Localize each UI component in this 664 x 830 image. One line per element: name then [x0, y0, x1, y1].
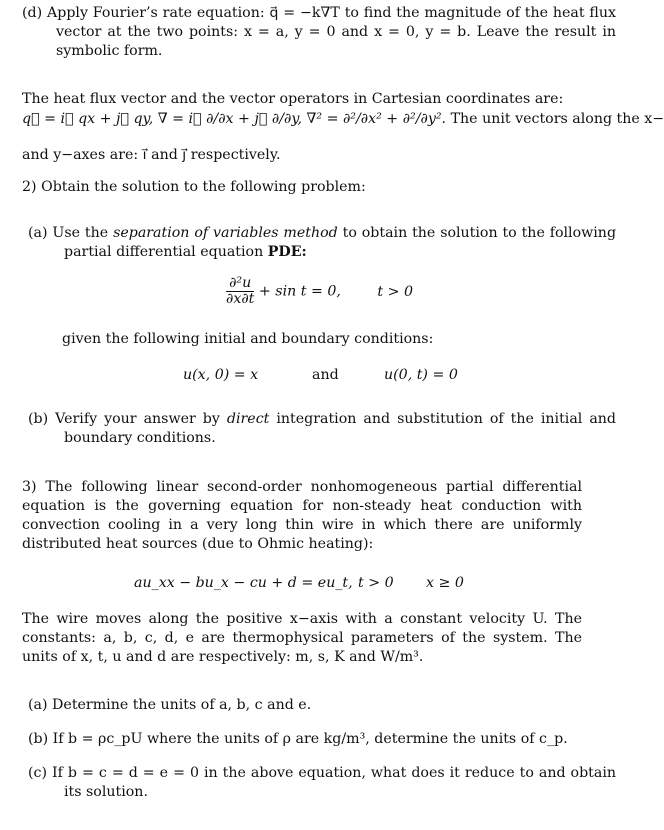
intro-line-2 — [22, 110, 664, 136]
question-3a-text: Determine the units of a, b, c and e. — [52, 697, 312, 713]
question-2a-pde: PDE: — [267, 244, 307, 260]
pde-numerator: ∂²u — [226, 276, 254, 292]
question-1d — [22, 4, 616, 61]
pde-denominator: ∂x∂t — [226, 291, 255, 307]
question-2a — [28, 224, 616, 262]
question-2a-post: to obtain the solution to the following partial differential equation — [64, 225, 617, 260]
question-3-paragraph: The wire moves along the positive x−axis with a constant velocity U. The constants: a, b, c, d, e are thermophysical parameters of the system. The units of x, t, u and d are respectively: m, s, K and W/m³. — [22, 611, 582, 665]
intro-line-3: and y−axes are: i⃗ and j⃗ respectively. — [22, 147, 281, 163]
question-2b — [28, 410, 616, 448]
question-2b-pre: Verify your answer by — [55, 411, 220, 427]
intro-line-1: The heat flux vector and the vector operators in Cartesian coordinates are: — [22, 91, 564, 107]
given-conditions-text: given the following initial and boundary conditions: — [62, 331, 434, 347]
question-3b-text: If b = ρc_pU where the units of ρ are kg/m³, determine the units of c_p. — [52, 731, 568, 747]
question-3c-text: If b = c = d = e = 0 in the above equation, what does it reduce to and obtain its solution. — [52, 765, 617, 800]
pde-rest: + sin t = 0, — [258, 283, 341, 300]
heat-equation-cond-x: x ≥ 0 — [426, 575, 464, 591]
intro-operators: q⃗ = i⃗ qx + j⃗ qy, ∇ = i⃗ ∂/∂x + j⃗ ∂/∂y, ∇² = ∂²/∂x² + ∂²/∂y². — [22, 111, 447, 127]
pde-condition: t > 0 — [377, 283, 414, 300]
question-2b-direct: direct — [226, 411, 270, 427]
question-3b-label: (b) — [28, 731, 49, 747]
question-2-heading: 2) Obtain the solution to the following problem: — [22, 179, 366, 195]
question-2a-pre: Use the — [52, 225, 109, 241]
intro-unit-vectors: The unit vectors along the x− — [450, 111, 664, 127]
boundary-condition: u(0, t) = 0 — [384, 367, 458, 383]
pde-fraction — [226, 276, 254, 307]
and-word: and — [312, 367, 339, 383]
question-3c-label: (c) — [28, 765, 48, 781]
question-1d-label: (d) — [22, 5, 43, 21]
question-2b-post: integration and substitution of the initial and boundary conditions. — [64, 411, 617, 446]
heat-equation: au_xx − bu_x − cu + d = eu_t, — [134, 575, 353, 591]
initial-condition: u(x, 0) = x — [183, 367, 259, 383]
question-2a-method: separation of variables method — [113, 225, 338, 241]
question-3c — [28, 764, 616, 802]
question-3a — [28, 696, 616, 715]
heat-equation-cond-t: t > 0 — [358, 575, 394, 591]
question-2a-label: (a) — [28, 225, 48, 241]
question-2b-label: (b) — [28, 411, 49, 427]
pde-equation — [226, 276, 413, 307]
question-3-intro: 3) The following linear second-order nonhomogeneous partial differential equation is the governing equation for non-steady heat conduction with convection cooling in a very long thin wire in which there are uniformly distributed heat sources (due to Ohmic heating): — [22, 479, 582, 552]
question-1d-text: Apply Fourier’s rate equation: q⃗ = −k∇T to find the magnitude of the heat flux vector at the two points: x = a, y = 0 and x = 0, y = b. Leave the result in symbolic form. — [47, 5, 616, 59]
question-3b — [28, 730, 616, 749]
question-3a-label: (a) — [28, 697, 48, 713]
